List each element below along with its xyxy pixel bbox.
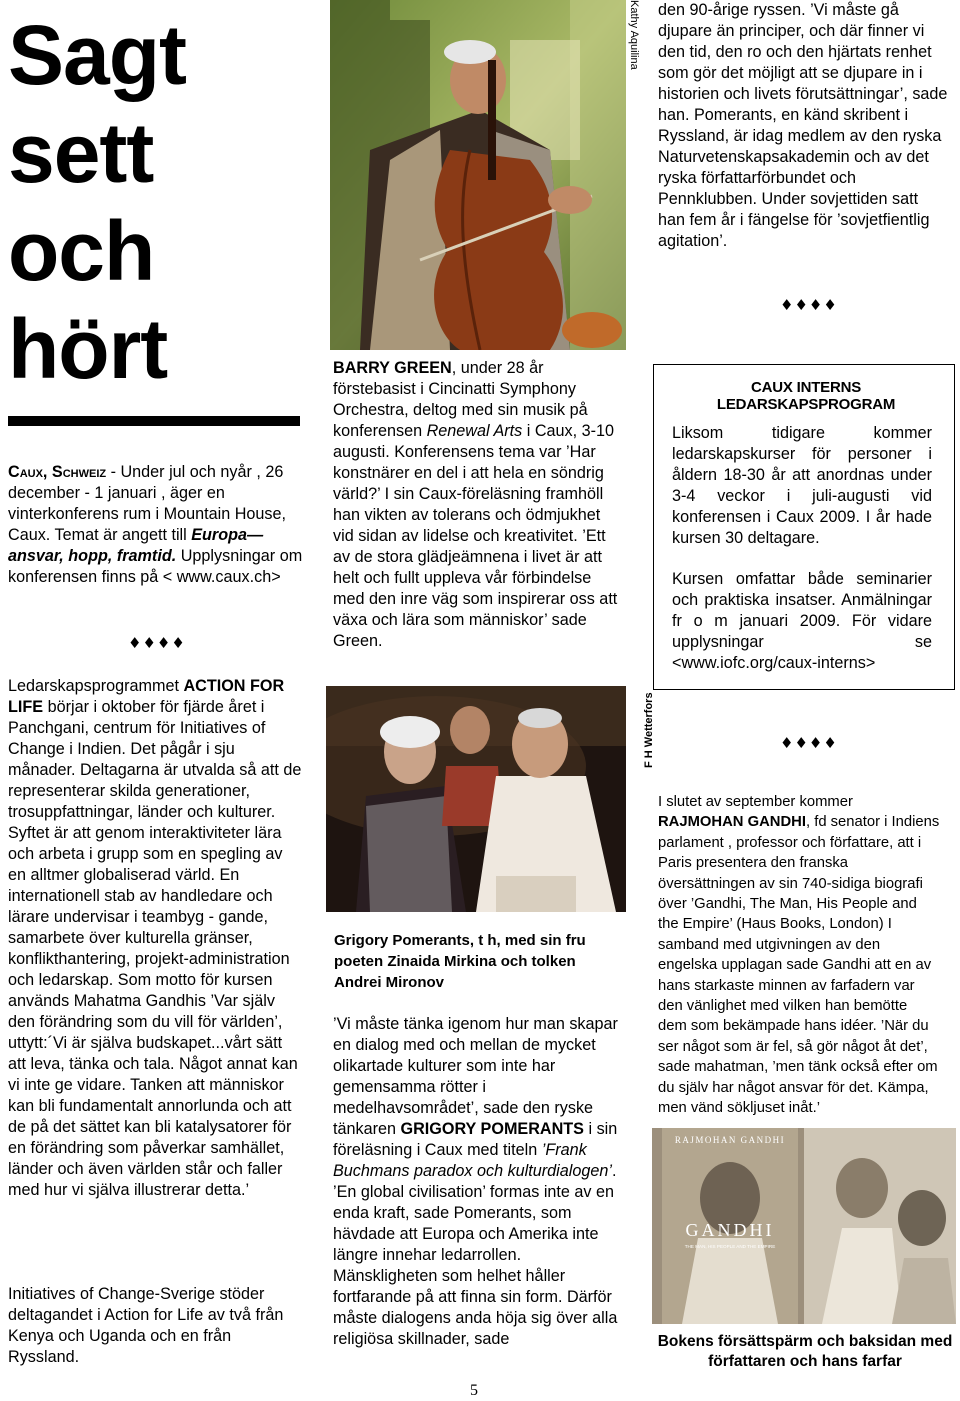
book-author-text: RAJMOHAN GANDHI [674,1135,786,1145]
rajmo-text-b: , fd senator i Indiens parlament , professor och författare, att i Paris presentera den franska översättningen av sin 740-sidiga biografi över ’Gandhi, The Man, His People and the Empire’ (Haus Books, London) I samband med utgivningen av den engelska upplagan sade Gandhi att en av hans starkaste minnen av farfadern var den vänlighet med vilken han bemötte dem som bekämpade hans idéer. ’När du ser något som är fel, så gör något åt det’, sade mahatman, ’men tänk också efter om du själv har något ansvar för det. Kämpa, men vänd sökljuset inåt.’ [658,814,940,1117]
diamond-divider-icon: ♦♦♦♦ [128,634,186,652]
pom-lecture-title: ’Frank Buchmans paradox och kulturdialogen’ [333,1141,612,1180]
action-for-life-article [8,676,302,1201]
photo-credit-aquilina [626,0,642,68]
book-title-text: GANDHI [685,1220,775,1240]
pom-text-c: . ’En global civilisation’ formas inte av en enda kraft, sade Pomerants, som hävdade att Europa och Amerika inte längre innehar ledarrollen. Mänskligheten som helhet håller fortfarande på att finna sin form. Därför måste dialogens anda höja sig över alla religiösa skillnader, sade [333,1162,618,1348]
page-number: 5 [470,1382,478,1399]
caux-interns-paragraph-1: Liksom tidigare kommer ledarskapskurser för personer i åldern 18-30 år att anordnas under 3-4 veckor i juli-augusti vid konferensen i Caux 2009. I år hade kursen 30 deltagare. [672,424,932,547]
caux-winter-conference-note [8,462,304,588]
pomerants-continuation: den 90-årige ryssen. ’Vi måste gå djupare än principer, och där finner vi den tid, den ro och den hjärtats renhet som gör det möjligt att se djupare in i historien och livets förutsättningar’, sade han. Pomerants, en känd skribent i Ryssland, är idag medlem av den ryska Naturvetenskapsakademin och av det ryska författarförbundet och Pennklubben. Under sovjettiden satt han fem år i fängelse för ’sovjetfientlig agitation’. [658,1,948,250]
pom-text-b: i sin föreläsning i Caux med titeln [333,1120,618,1159]
green-text-a: , under 28 år förstebasist i Cincinatti Symphony Orchestra, deltog med sin musik på konferensen [333,359,588,440]
caux-theme: Europa—ansvar, hopp, framtid. [8,526,264,565]
green-text-b: i Caux, 3-10 augusti. Konferensens tema var ’Har konstnärer en del i att hela en söndrig värld?’ I sin Caux-föreläsning framhöll han vikten av tolerans och ödmjukhet vid sidan av lidelse och kreativitet. ’Ett av de stora glädjeämnena i livet är att helt och fullt uppleva vår förbindelse med den inre väg som inspirerar oss att växa och lära som människor’ sade Green. [333,422,618,650]
pom-text-a: ’Vi måste tänka igenom hur man skapar en dialog med och mellan de mycket olikartade kulturer som inte har gemensamma rötter i medelhavsområdet’, sade den ryske tänkaren [333,1015,618,1138]
book-subtitle-text: THE MAN, HIS PEOPLE AND THE EMPIRE [684,1244,776,1249]
book-caption: Bokens försättspärm och baksidan med författaren och hans farfar [657,1333,953,1370]
page-title: Sagt sett och hört [8,8,187,396]
gandhi-book-photo [652,1128,956,1324]
support-note: Initiatives of Change-Sverige stöder deltagandet i Action for Life av två från Kenya och Uganda och en från Ryssland. [8,1285,284,1366]
caux-text-a: - Under jul och nyår , 26 december - 1 januari , äger en vinterkonferens rum i Mountain House, Caux. Temat är angett till [8,463,287,544]
rajmo-name: RAJMOHAN GANDHI [658,814,806,831]
bassist-photo-illustration [330,0,626,350]
caux-interns-box [653,364,955,690]
action-name: ACTION FOR LIFE [8,677,285,716]
caux-interns-title: CAUX INTERNS LEDARSKAPSPROGRAM [716,379,896,413]
pomerants-photo-illustration [326,686,626,912]
diamond-divider-icon: ♦♦♦♦ [780,296,838,314]
title-rule [8,416,300,426]
bassist-photo [330,0,626,350]
rajmo-text-a: I slutet av september kommer [658,794,853,810]
pom-name: GRIGORY POMERANTS [400,1120,584,1138]
gandhi-book-illustration [652,1128,956,1324]
green-name: BARRY GREEN [333,359,452,377]
pomerants-photo-caption: Grigory Pomerants, t h, med sin fru poeten Zinaida Mirkina och tolken Andrei Mironov [334,932,586,991]
pomerants-article [333,1014,621,1350]
caux-text-b: Upplysningar om konferensen finns på < www.caux.ch> [8,547,303,586]
caux-interns-paragraph-2: Kursen omfattar både seminarier och praktiska insatser. Anmälningar fr o m januari 2009. För vidare upplysningar se <www.iofc.org/caux-interns> [672,570,932,672]
green-conference: Renewal Arts [426,422,523,440]
action-intro: Ledarskapsprogrammet [8,677,184,695]
photo-credit-wetterfors [629,688,655,768]
photo-credit-wetterfors-text: F H Wetterfors [643,692,655,768]
rajmohan-gandhi-article [658,792,940,1119]
photo-credit-aquilina-text: Kathy Aquilina [628,0,640,70]
diamond-divider-icon: ♦♦♦♦ [780,734,838,752]
caux-place: Caux, Schweiz [8,463,107,481]
action-text: börjar i oktober för fjärde året i Panchgani, centrum för Initiatives of Change i Indien. Det pågår i sju månader. Deltagarna är utvalda så att de representerar skilda generationer, trosuppfattningar, länder och kulturer. Syftet är att genom interaktiviteter lära och arbeta i grupp som en spegling av en alltmer globaliserad värld. En internationell stab av handledare och lärare undervisar i teambyg - gande, samarbete över kulturella gränser, konflikthantering, projekt-administration och ledarskap. Som motto för kursen används Mahatma Gandhis ’Var själv den förändring som du vill för världen’, uttytt:´Vi är själva budskapet...vårt sätt att leva, tänka och tala. Något annat kan vi inte ge vidare. Tanken att människor kan bli fundamentalt annorlunda och att de på det sättet kan bli katalysatorer för en förändring som påverkar samhället, länder och även världen står och faller med hur vi själva illustrerar detta.’ [8,698,302,1199]
barry-green-article [333,358,623,652]
pomerants-photo [326,686,626,912]
